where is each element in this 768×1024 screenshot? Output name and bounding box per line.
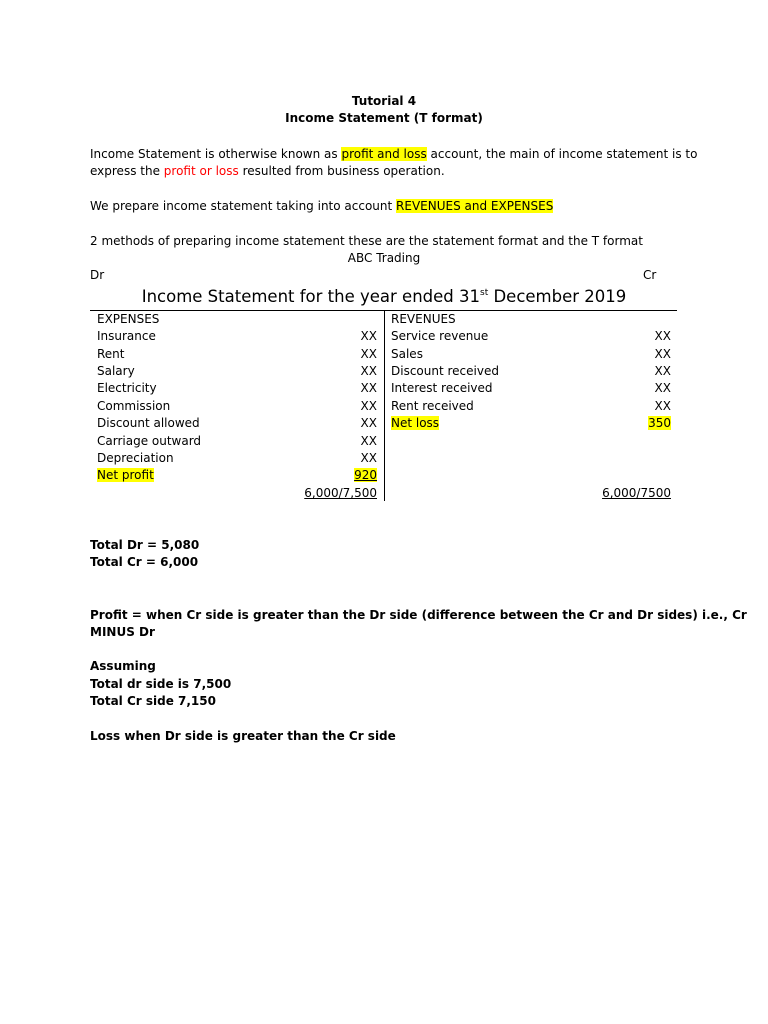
debit-row-label: Depreciation — [97, 450, 174, 465]
red-profit-or-loss: profit or loss — [163, 164, 239, 178]
company-name: ABC Trading — [347, 251, 421, 265]
net-profit-label: Net profit — [97, 468, 154, 482]
net-profit-amount-row — [300, 467, 377, 484]
highlight-revenues-expenses: REVENUES and EXPENSES — [396, 199, 554, 213]
credit-row-amount: XX — [654, 364, 671, 378]
intro-paragraph-line-1 — [90, 146, 697, 163]
document-subtitle: Income Statement (T format) — [285, 111, 483, 125]
assuming-heading: Assuming — [90, 659, 156, 673]
statement-title — [0, 286, 768, 308]
statement-title-text: Income Statement for the year ended 31 — [141, 287, 481, 306]
debit-row-amount: XX — [360, 416, 377, 430]
net-profit-amount: 920 — [354, 468, 377, 482]
debit-row-amount: XX — [360, 433, 377, 448]
net-loss-label-row — [391, 415, 439, 432]
credit-row-amount: XX — [654, 398, 671, 413]
debit-total: 6,000/7,500 — [304, 486, 377, 500]
credit-row-amount: XX — [654, 346, 671, 361]
credit-row-label: Interest received — [391, 381, 493, 395]
debit-row-label: Discount allowed — [97, 416, 200, 430]
intro-paragraph-3: 2 methods of preparing income statement these are the statement format and the T format — [90, 234, 643, 248]
t-account-divider — [384, 311, 385, 501]
loss-rule: Loss when Dr side is greater than the Cr side — [90, 729, 396, 743]
debit-row-label: Carriage outward — [97, 433, 202, 448]
statement-title-suffix: st — [480, 287, 489, 298]
debit-row-amount: XX — [360, 381, 377, 395]
debit-row-label: Salary — [97, 364, 135, 378]
debit-row-amount: XX — [360, 450, 377, 465]
profit-rule-line-2: MINUS Dr — [90, 625, 155, 639]
intro-text: express the — [90, 164, 164, 178]
cr-label: Cr — [643, 268, 657, 282]
profit-rule-line-1: Profit = when Cr side is greater than the Dr side (difference between the Cr and Dr sides) i.e., Cr — [90, 608, 747, 622]
intro-paragraph-2 — [90, 198, 553, 215]
total-dr-note: Total Dr = 5,080 — [90, 538, 200, 552]
highlight-profit-and-loss: profit and loss — [341, 147, 427, 161]
dr-label: Dr — [90, 268, 105, 282]
total-cr-note: Total Cr = 6,000 — [90, 555, 199, 569]
credit-row-amount: XX — [654, 381, 671, 395]
document-title: Tutorial 4 — [351, 94, 417, 108]
net-loss-label: Net loss — [391, 416, 440, 430]
intro-paragraph-line-2 — [90, 163, 445, 180]
expenses-header: EXPENSES — [97, 312, 160, 326]
debit-row-label: Commission — [97, 398, 171, 413]
credit-row-label: Sales — [391, 346, 423, 361]
credit-row-amount: XX — [654, 329, 671, 343]
intro-text: Income Statement is otherwise known as — [90, 147, 342, 161]
statement-title-text: December 2019 — [488, 287, 627, 306]
net-loss-amount: 350 — [648, 416, 671, 430]
credit-row-label: Service revenue — [391, 329, 489, 343]
revenues-header: REVENUES — [391, 312, 456, 326]
intro-text: account, the main of income statement is to — [426, 147, 698, 161]
assume-dr-note: Total dr side is 7,500 — [90, 677, 232, 691]
debit-row-label: Rent — [97, 346, 125, 361]
intro-text: We prepare income statement taking into account — [90, 199, 397, 213]
intro-text: resulted from business operation. — [238, 164, 445, 178]
credit-row-label: Discount received — [391, 364, 499, 378]
debit-row-label: Electricity — [97, 381, 157, 395]
debit-row-amount: XX — [360, 364, 377, 378]
net-loss-amount-row — [590, 415, 671, 432]
net-profit-label-row — [97, 467, 154, 484]
credit-row-label: Rent received — [391, 398, 474, 413]
assume-cr-note: Total Cr side 7,150 — [90, 694, 216, 708]
debit-row-label: Insurance — [97, 329, 156, 343]
debit-row-amount: XX — [360, 329, 377, 343]
credit-total: 6,000/7500 — [602, 486, 671, 500]
debit-row-amount: XX — [360, 398, 377, 413]
debit-row-amount: XX — [360, 346, 377, 361]
